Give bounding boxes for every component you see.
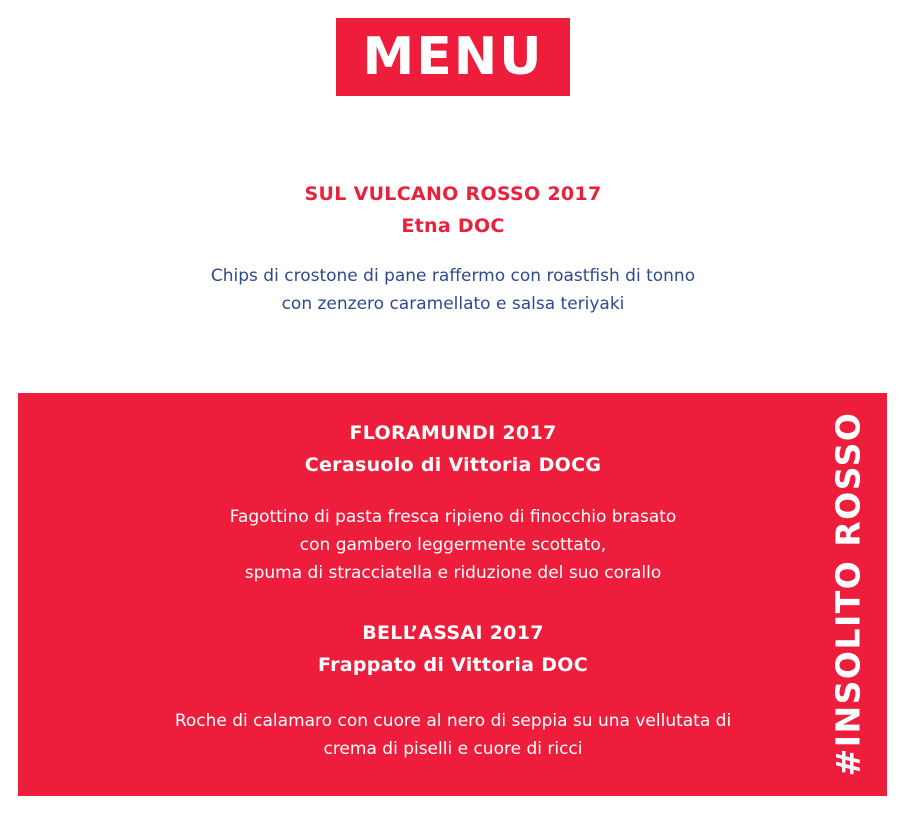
course-1-dish-description (18, 503, 888, 587)
insolito-rosso-hashtag: #INSOLITO ROSSO (828, 411, 868, 777)
course-1-wine-denomination: Cerasuolo di Vittoria DOCG (304, 454, 602, 476)
intro-wine-name: SUL VULCANO ROSSO 2017 (304, 183, 602, 205)
course-1-wine-name: FLORAMUNDI 2017 (349, 422, 557, 444)
course-2-dish-line: Roche di calamaro con cuore al nero di seppia su una vellutata di (174, 711, 732, 731)
menu-title-badge (336, 18, 570, 96)
intro-dish-line: Chips di crostone di pane raffermo con roastfish di tonno (210, 266, 696, 286)
course-2-wine-denomination: Frappato di Vittoria DOC (318, 654, 588, 676)
course-2-wine-name: BELL’ASSAI 2017 (362, 622, 544, 644)
course-1-dish-line: con gambero leggermente scottato, (299, 535, 607, 555)
insolito-rosso-panel (18, 393, 887, 796)
panel-courses (18, 417, 888, 763)
course-2-dish-line: crema di piselli e cuore di ricci (323, 739, 583, 759)
course-2-dish-description (18, 707, 888, 763)
intro-dish-line: con zenzero caramellato e salsa teriyaki (281, 294, 625, 314)
intro-dish-description (0, 262, 906, 318)
course-1-dish-line: Fagottino di pasta fresca ripieno di finocchio brasato (229, 507, 677, 527)
course-1-dish-line: spuma di stracciatella e riduzione del suo corallo (244, 563, 662, 583)
menu-title: MENU (362, 27, 544, 87)
intro-course (0, 178, 906, 318)
intro-wine-denomination: Etna DOC (401, 215, 505, 237)
